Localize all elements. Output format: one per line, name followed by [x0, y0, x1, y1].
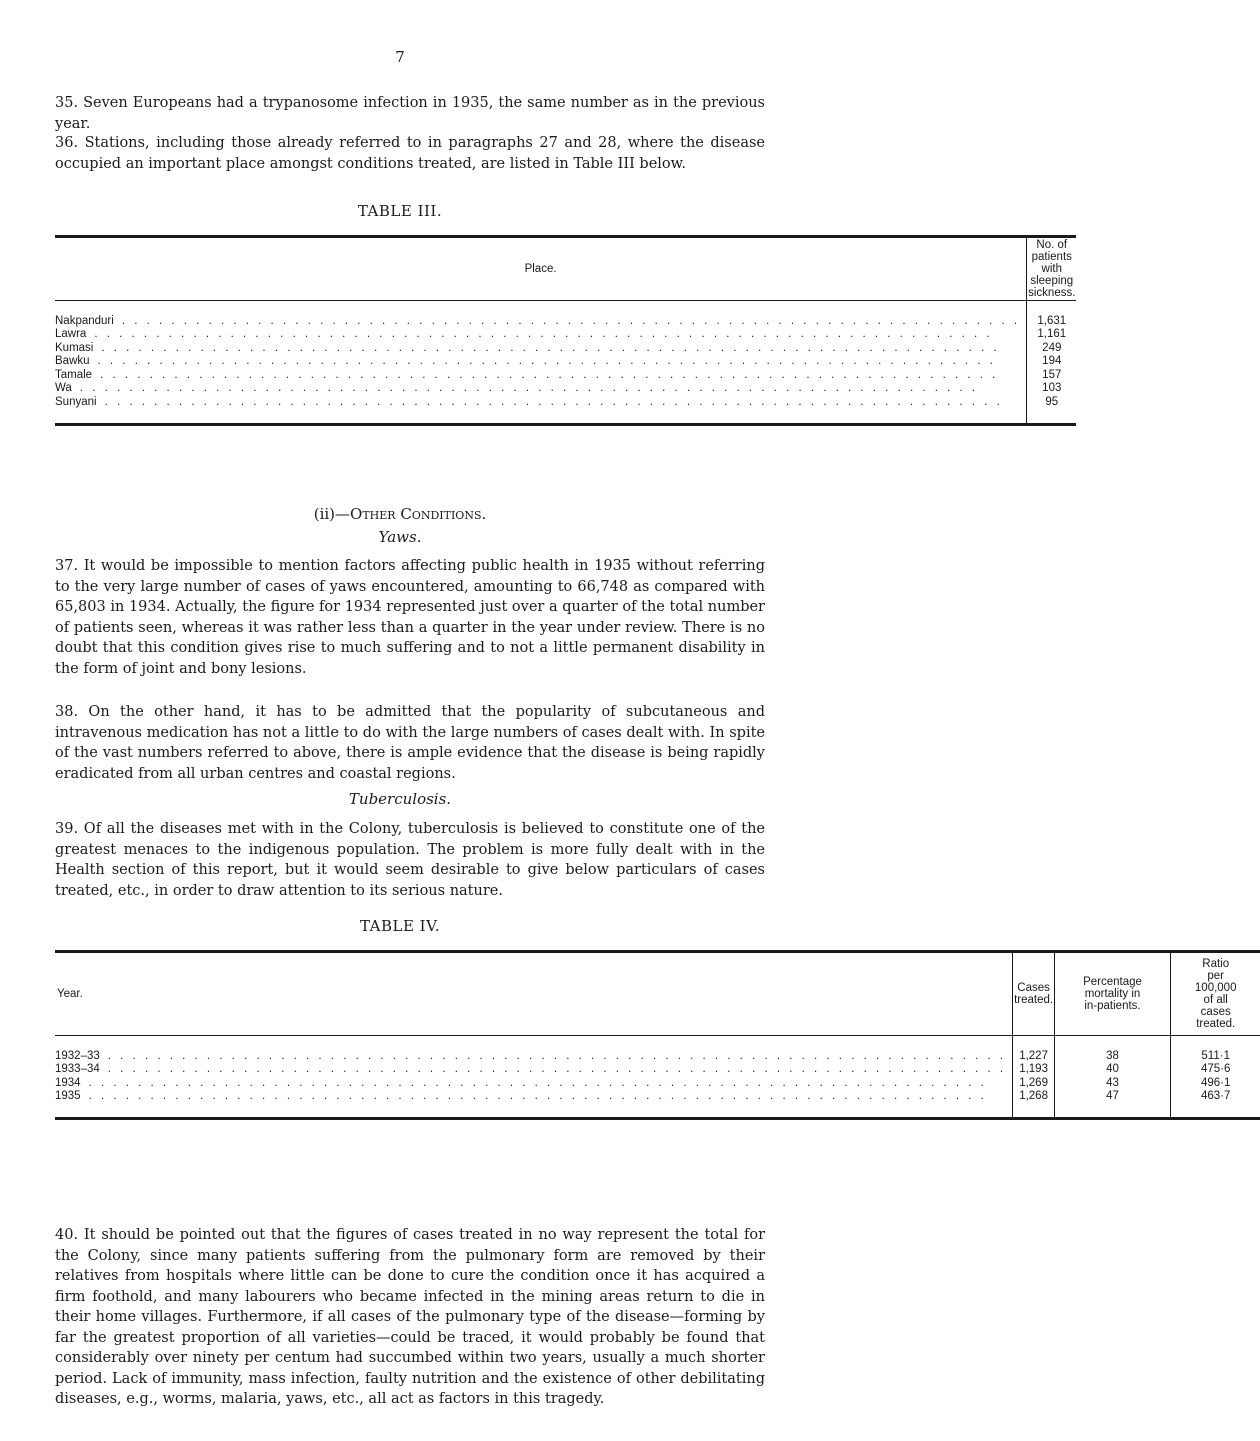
paragraph-36: 36. Stations, including those already referred to in paragraphs 27 and 28, where the disease occupied an important place amongst conditions treated, are listed in Table III below.	[55, 135, 765, 172]
place-name: Kumasi	[55, 341, 94, 354]
cases-cell: 1,193	[1013, 1063, 1055, 1077]
table-4-header-mortality: Percentage mortality in in-patients.	[1055, 952, 1171, 1036]
year-cell: 1934	[55, 1076, 81, 1089]
place-name: Tamale	[55, 368, 93, 381]
patient-count: 157	[1042, 368, 1062, 381]
paragraph-39: 39. Of all the diseases met with in the Colony, tuberculosis is believed to constitute one of the greatest menaces to the indigenous population. The problem is more fully dealt with in the Health section of this report, but it would seem desirable to give below particulars of cases treated, etc., in order to draw attention to its serious nature.	[55, 821, 765, 899]
table-row	[55, 396, 1076, 410]
table-row	[55, 1063, 1260, 1077]
subhead-yaws: Yaws.	[378, 528, 422, 546]
patient-count: 1,631	[1037, 314, 1067, 327]
table-3-header-count: No. of patients with sleeping sickness.	[1027, 237, 1077, 301]
table-4-header-year: Year.	[55, 952, 1013, 1036]
place-name: Sunyani	[55, 395, 97, 408]
ratio-cell: 475·6	[1200, 1063, 1231, 1075]
section-number: (ii)—	[313, 505, 351, 523]
table-row	[55, 1090, 1260, 1104]
section-heading	[0, 505, 800, 523]
paragraph-40: 40. It should be pointed out that the figures of cases treated in no way represent the total for the Colony, since many patients suffering from the pulmonary form are removed by their relatives from hospitals where little can be done to cure the condition once it has acquired a firm foothold, and many labourers who became infected in the mining areas return to die in their home villages. Furthermore, if all cases of the pulmonary type of the disease—forming by far the greatest proportion of all varieties—could be traced, it would probably be found that considerably over ninety per centum had succumbed within two years, usually a much shorter period. Lack of immunity, mass infection, faulty nutrition and the existence of other debilitating diseases, e.g., worms, malaria, yaws, etc., all act as factors in this tragedy.	[55, 1227, 765, 1407]
table-row	[55, 342, 1076, 356]
table-3-header-place: Place.	[55, 237, 1027, 301]
table-row	[55, 369, 1076, 383]
table-4-header-ratio: Ratio per 100,000 of all cases treated.	[1170, 952, 1260, 1036]
cases-cell: 1,268	[1013, 1090, 1055, 1104]
table-row	[55, 315, 1076, 329]
paragraph-37: 37. It would be impossible to mention factors affecting public health in 1935 without referring to the very large number of cases of yaws encountered, amounting to 66,748 as compared with 65,803 in 1934. Actually, the figure for 1934 represented just over a quarter of the total number of patients seen, whereas it was rather less than a quarter in the year under review. There is no doubt that this condition gives rise to much suffering and to not a little permanent disability in the form of joint and bony lesions.	[55, 558, 765, 677]
patient-count: 1,161	[1037, 328, 1067, 340]
mortality-cell: 38	[1055, 1050, 1171, 1064]
patient-count: 103	[1042, 382, 1062, 394]
ratio-cell: 511·1	[1201, 1049, 1230, 1062]
place-name: Lawra	[55, 328, 87, 340]
paragraph-35: 35. Seven Europeans had a trypanosome infection in 1935, the same number as in the previous year.	[55, 95, 765, 132]
mortality-cell: 40	[1055, 1063, 1171, 1077]
place-name: Wa	[55, 382, 72, 394]
mortality-cell: 47	[1055, 1090, 1171, 1104]
table-row	[55, 382, 1076, 396]
table-row	[55, 1050, 1260, 1064]
ratio-cell: 463·7	[1200, 1090, 1231, 1102]
table-row	[55, 1077, 1260, 1091]
patient-count: 95	[1045, 395, 1059, 408]
table-3	[55, 235, 1076, 426]
mortality-cell: 43	[1055, 1077, 1171, 1091]
cases-cell: 1,269	[1013, 1077, 1055, 1091]
table-3-title: TABLE III.	[357, 202, 443, 220]
patient-count: 249	[1042, 341, 1062, 354]
ratio-cell: 496·1	[1200, 1076, 1231, 1089]
table-row	[55, 328, 1076, 342]
page-number: 7	[395, 48, 405, 66]
paragraph-38: 38. On the other hand, it has to be admitted that the popularity of subcutaneous and intravenous medication has not a little to do with the large numbers of cases dealt with. In spite of the vast numbers referred to above, there is ample evidence that the disease is being rapidly eradicated from all urban centres and coastal regions.	[55, 704, 765, 782]
table-row	[55, 355, 1076, 369]
patient-count: 194	[1042, 355, 1062, 367]
place-name: Nakpanduri	[55, 314, 114, 327]
year-cell: 1935	[55, 1090, 81, 1102]
year-cell: 1933–34	[55, 1063, 100, 1075]
section-title: Other Conditions.	[350, 505, 487, 523]
table-4-title: TABLE IV.	[359, 917, 441, 935]
place-name: Bawku	[55, 355, 90, 367]
subhead-tuberculosis: Tuberculosis.	[348, 790, 452, 808]
table-4-header-cases: Cases treated.	[1013, 952, 1055, 1036]
year-cell: 1932–33	[55, 1049, 100, 1062]
table-4	[55, 950, 1260, 1120]
cases-cell: 1,227	[1013, 1050, 1055, 1064]
